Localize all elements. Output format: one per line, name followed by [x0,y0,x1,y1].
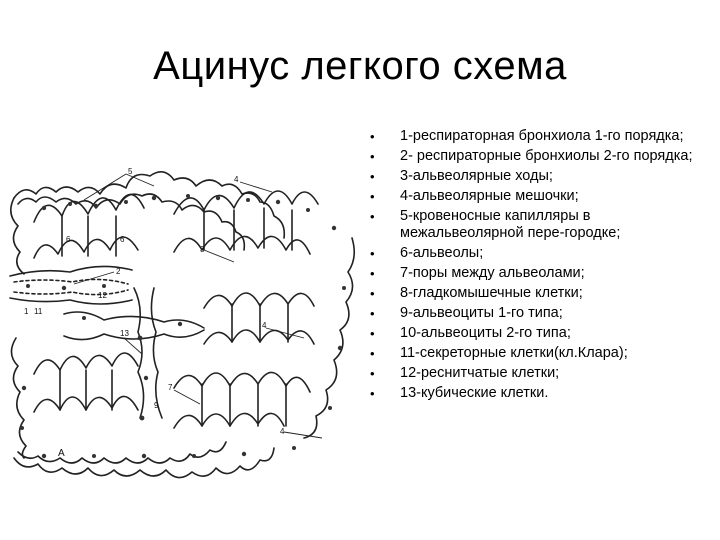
legend-item [366,285,706,302]
legend-item-text: 4-альвеолярные мешочки; [400,188,579,204]
callout-number: 7 [168,383,173,392]
bullet-icon: • [370,346,375,361]
bullet-icon: • [370,366,375,381]
acinus-diagram [4,138,356,490]
bullet-icon: • [370,189,375,204]
legend-item-text: 10-альвеоциты 2-го типа; [400,325,571,341]
bullet-icon: • [370,326,375,341]
legend-item [366,325,706,342]
legend-item [366,305,706,322]
callout-number: 1 [24,307,29,316]
legend-item [366,188,706,205]
callout-number: 9 [154,401,159,410]
bullet-icon: • [370,149,375,164]
bullet-icon: • [370,129,375,144]
bullet-icon: • [370,169,375,184]
figure-corner-label: A [58,448,65,459]
callout-number: 4 [262,321,267,330]
legend-item [366,128,706,145]
legend-item [366,365,706,382]
bullet-icon: • [370,246,375,261]
legend-item-text: 12-реснитчатые клетки; [400,365,560,381]
callout-number: 3 [200,245,205,254]
callout-number: 4 [280,427,285,436]
callout-number: 6 [66,235,71,244]
legend-item-text: 5-кровеносные капилляры в межальвеолярной пере-городке; [400,208,621,241]
legend-item [366,148,706,165]
legend-item [366,208,706,242]
legend-item [366,168,706,185]
bullet-icon: • [370,306,375,321]
legend-item-text: 8-гладкомышечные клетки; [400,285,583,301]
legend-item [366,245,706,262]
legend-item-text: 9-альвеоциты 1-го типа; [400,305,563,321]
legend-item [366,265,706,282]
legend-item-text: 2- респираторные бронхиолы 2-го порядка; [400,148,693,164]
legend-item-text: 3-альвеолярные ходы; [400,168,553,184]
legend-item-text: 1-респираторная бронхиола 1-го порядка; [400,128,684,144]
callout-number: 2 [116,267,121,276]
legend-item-text: 6-альвеолы; [400,245,484,261]
callout-number: 13 [120,329,129,338]
acinus-drawing [4,138,356,490]
legend-list [366,128,706,405]
bullet-icon: • [370,209,375,224]
legend-item-text: 7-поры между альвеолами; [400,265,585,281]
callout-number: 12 [98,291,107,300]
bullet-icon: • [370,286,375,301]
page-title: Ацинус легкого схема [153,44,567,88]
callout-number: 4 [234,175,239,184]
callout-number: 11 [34,307,43,316]
bullet-icon: • [370,266,375,281]
bullet-icon: • [370,386,375,401]
callout-number: 6 [120,235,125,244]
legend-item [366,345,706,362]
legend-item-text: 13-кубические клетки. [400,385,549,401]
callout-number: 5 [128,167,133,176]
legend-item [366,385,706,402]
legend-item-text: 11-секреторные клетки(кл.Клара); [400,345,628,361]
